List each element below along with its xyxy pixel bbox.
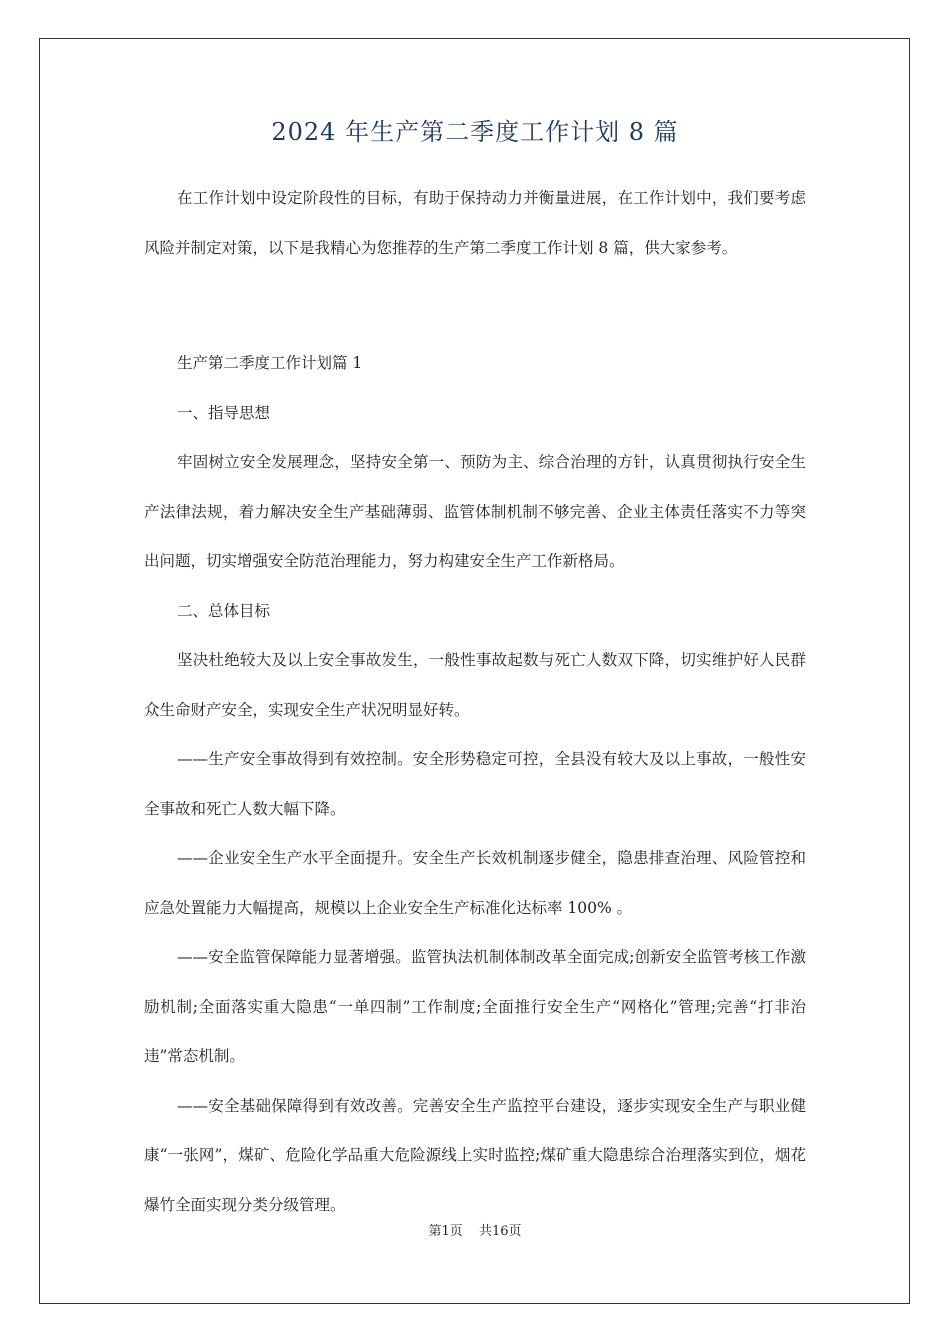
intro-paragraph: 在工作计划中设定阶段性的目标，有助于保持动力并衡量进展，在工作计划中，我们要考虑风险并制定对策，以下是我精心为您推荐的生产第二季度工作计划 8 篇，供大家参考。 — [144, 189, 806, 257]
body-paragraph: ——企业安全生产水平全面提升。安全生产长效机制逐步健全，隐患排查治理、风险管控和应急处置能力大幅提高，规模以上企业安全生产标准化达标率 100% 。 — [144, 849, 806, 917]
body-paragraph: ——生产安全事故得到有效控制。安全形势稳定可控，全县没有较大及以上事故，一般性安全事故和死亡人数大幅下降。 — [144, 750, 806, 818]
page-number: 第1页 — [428, 1224, 463, 1239]
intro-section — [144, 174, 806, 273]
page-footer — [0, 1220, 950, 1239]
page-total: 共16页 — [478, 1224, 522, 1239]
document-title: 2024 年生产第二季度工作计划 8 篇 — [271, 118, 679, 146]
body-paragraph: ——安全监管保障能力显著增强。监管执法机制体制改革全面完成;创新安全监管考核工作激励机制;全面落实重大隐患“一单四制”工作制度;全面推行安全生产“网格化”管理;完善“打非治违”常态机制。 — [144, 948, 806, 1065]
body-paragraph: 牢固树立安全发展理念，坚持安全第一、预防为主、综合治理的方针，认真贯彻执行安全生产法律法规，着力解决安全生产基础薄弱、监管体制机制不够完善、企业主体责任落实不力等突出问题，切实增强安全防范治理能力，努力构建安全生产工作新格局。 — [144, 453, 806, 570]
section-heading: 生产第二季度工作计划篇 1 — [177, 354, 363, 372]
body-paragraph: ——安全基础保障得到有效改善。完善安全生产监控平台建设，逐步实现安全生产与职业健康“一张网”，煤矿、危险化学品重大危险源线上实时监控;煤矿重大隐患综合治理落实到位，烟花爆竹全面实现分类分级管理。 — [144, 1096, 806, 1214]
subsection-heading: 一、指导思想 — [177, 403, 271, 422]
subsection-heading: 二、总体目标 — [177, 601, 271, 620]
body-paragraph: 坚决杜绝较大及以上安全事故发生，一般性事故起数与死亡人数双下降，切实维护好人民群众生命财产安全，实现安全生产状况明显好转。 — [144, 651, 806, 719]
document-body — [144, 339, 806, 1230]
